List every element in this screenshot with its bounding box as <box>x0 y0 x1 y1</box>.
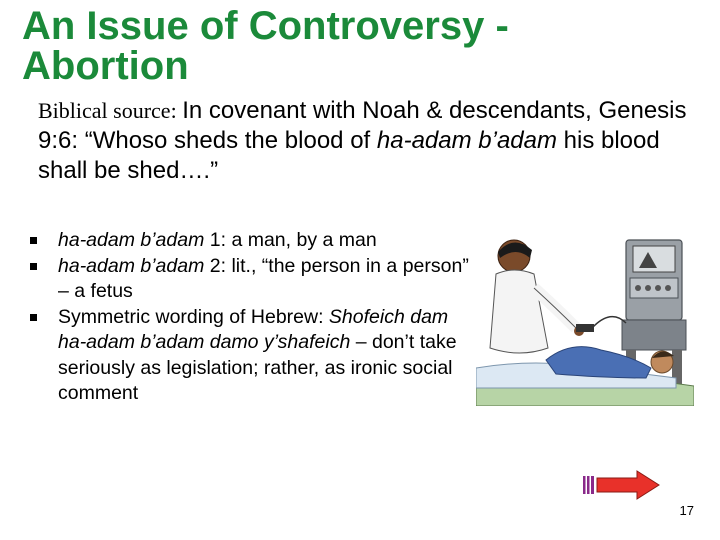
bullet-3-italic: Shofeich dam ha-adam b’adam damo y’shafeich <box>58 305 449 353</box>
bullet-list <box>30 228 470 407</box>
intro-italic: ha-adam b’adam <box>376 127 557 154</box>
intro-text-1: In covenant with Noah & descendants, Genesis 9:6: “Whoso sheds the blood of <box>38 97 687 154</box>
title-line-1: An Issue of Controversy - <box>22 4 509 48</box>
bullet-2-italic: ha-adam b’adam <box>58 254 205 277</box>
bullet-item-1 <box>30 228 470 254</box>
bullet-3-lead: Symmetric wording of Hebrew: <box>58 305 329 328</box>
square-bullet-icon <box>30 237 37 244</box>
ultrasound-exam-clipart <box>476 228 694 406</box>
intro-paragraph <box>38 96 698 186</box>
bullet-1-italic: ha-adam b’adam <box>58 229 205 251</box>
slide-title <box>22 6 702 86</box>
intro-label: Biblical source: <box>38 98 183 123</box>
square-bullet-icon <box>30 263 37 270</box>
next-arrow-icon[interactable] <box>583 469 661 501</box>
title-line-2: Abortion <box>22 44 189 88</box>
page-number: 17 <box>679 503 694 518</box>
bullet-1-text: 1: a man, by a man <box>204 229 377 251</box>
bullet-3-text: – don’t take seriously as legislation; rather, as ironic social comment <box>58 331 457 404</box>
bullet-item-2 <box>30 254 470 305</box>
bullet-2-text: 2: lit., “the person in a person” – a fetus <box>58 254 469 302</box>
intro-text-2: his blood shall be shed….” <box>38 127 660 184</box>
square-bullet-icon <box>30 314 37 321</box>
bullet-item-3 <box>30 305 470 407</box>
